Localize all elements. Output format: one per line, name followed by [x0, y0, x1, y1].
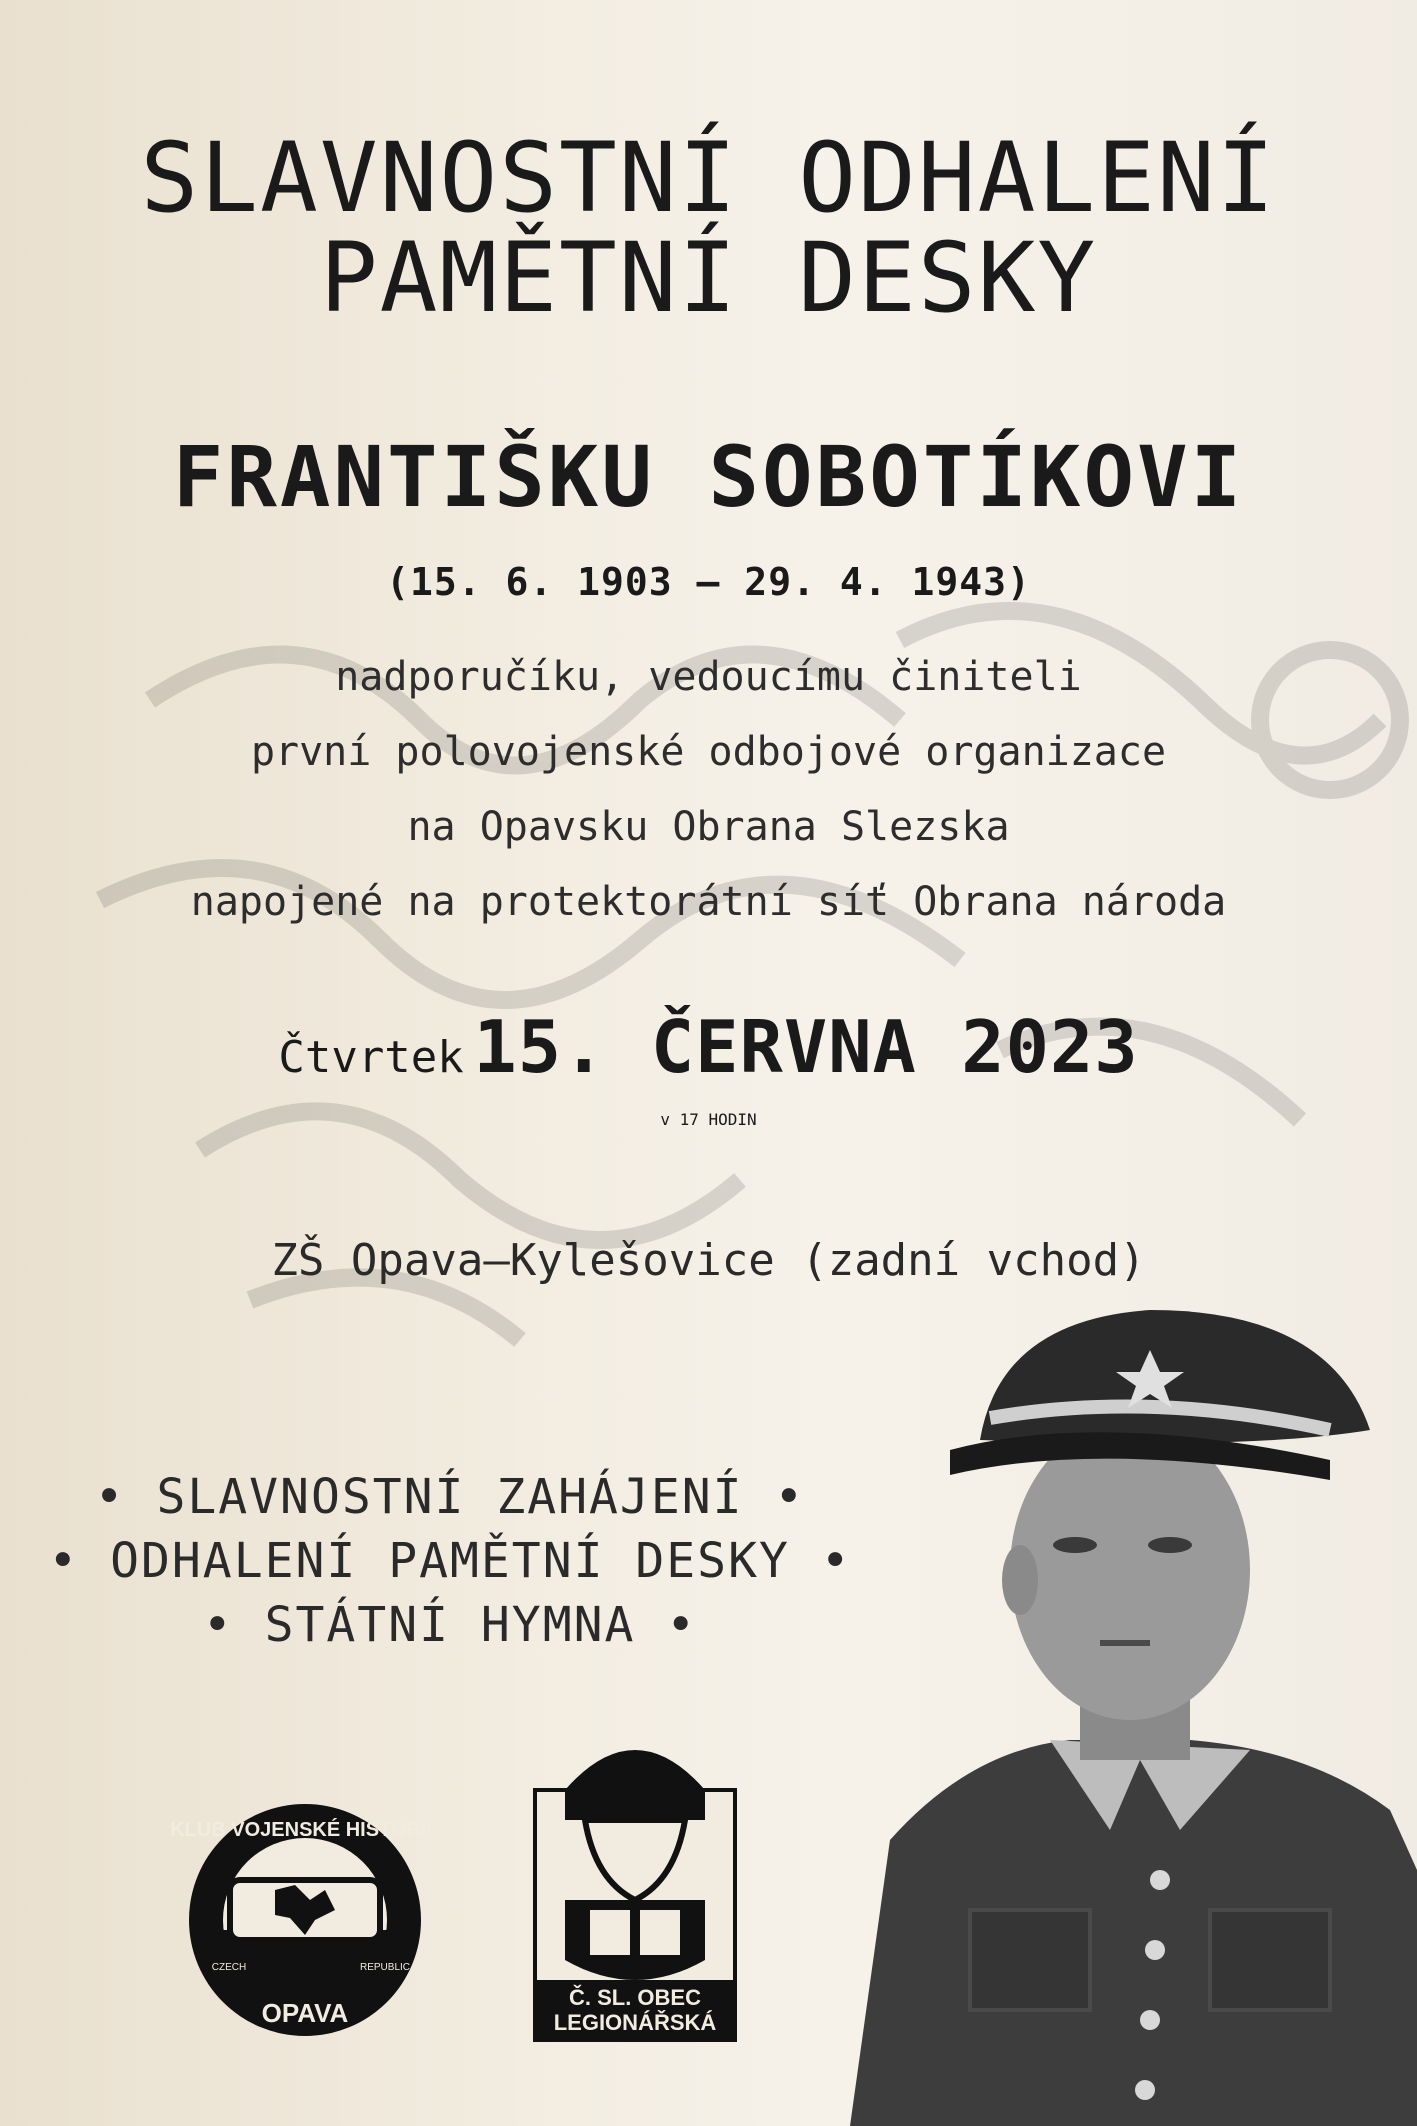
klub-top-text: KLUB VOJENSKÉ HISTORIE	[170, 1819, 440, 1841]
program-item: • SLAVNOSTNÍ ZAHÁJENÍ •	[94, 1469, 806, 1525]
obec-legionarska-logo	[535, 1720, 735, 2040]
honoree-dates: (15. 6. 1903 – 29. 4. 1943)	[386, 560, 1031, 604]
description-line: nadporučíku, vedoucímu činiteli	[335, 654, 1082, 700]
description-line: na Opavsku Obrana Slezska	[407, 804, 1010, 850]
title-line-2: PAMĚTNÍ DESKY	[319, 222, 1098, 334]
honoree-name: FRANTIŠKU SOBOTÍKOVI	[172, 428, 1245, 526]
program-list	[0, 1465, 900, 1657]
honoree-description	[0, 640, 1417, 940]
legie-line-1: Č. SL. OBEC	[568, 1985, 702, 2010]
event-time-prefix: v	[660, 1110, 670, 1129]
event-time-line	[0, 1110, 1417, 1129]
klub-bottom-text: OPAVA	[261, 1998, 349, 2028]
program-item: • STÁTNÍ HYMNA •	[202, 1597, 698, 1653]
event-date: 15. ČERVNA 2023	[473, 1005, 1139, 1089]
klub-vojenske-historie-logo	[170, 1800, 440, 2040]
event-time: 17 HODIN	[679, 1110, 757, 1129]
title-line-1: SLAVNOSTNÍ ODHALENÍ	[140, 122, 1277, 234]
klub-left-text: CZECH	[211, 1962, 247, 1973]
description-line: první polovojenské odbojové organizace	[250, 729, 1167, 775]
klub-right-text: REPUBLIC	[359, 1962, 411, 1973]
legie-line-2: LEGIONÁŘSKÁ	[553, 2010, 717, 2035]
description-line: napojené na protektorátní síť Obrana národa	[190, 879, 1227, 925]
poster-title	[0, 122, 1417, 334]
event-date-line	[0, 1005, 1417, 1089]
event-day: Čtvrtek	[278, 1032, 464, 1083]
program-item: • ODHALENÍ PAMĚTNÍ DESKY •	[48, 1533, 852, 1589]
event-location: ZŠ Opava–Kylešovice (zadní vchod)	[271, 1235, 1146, 1286]
officer-portrait	[850, 1310, 1417, 2126]
